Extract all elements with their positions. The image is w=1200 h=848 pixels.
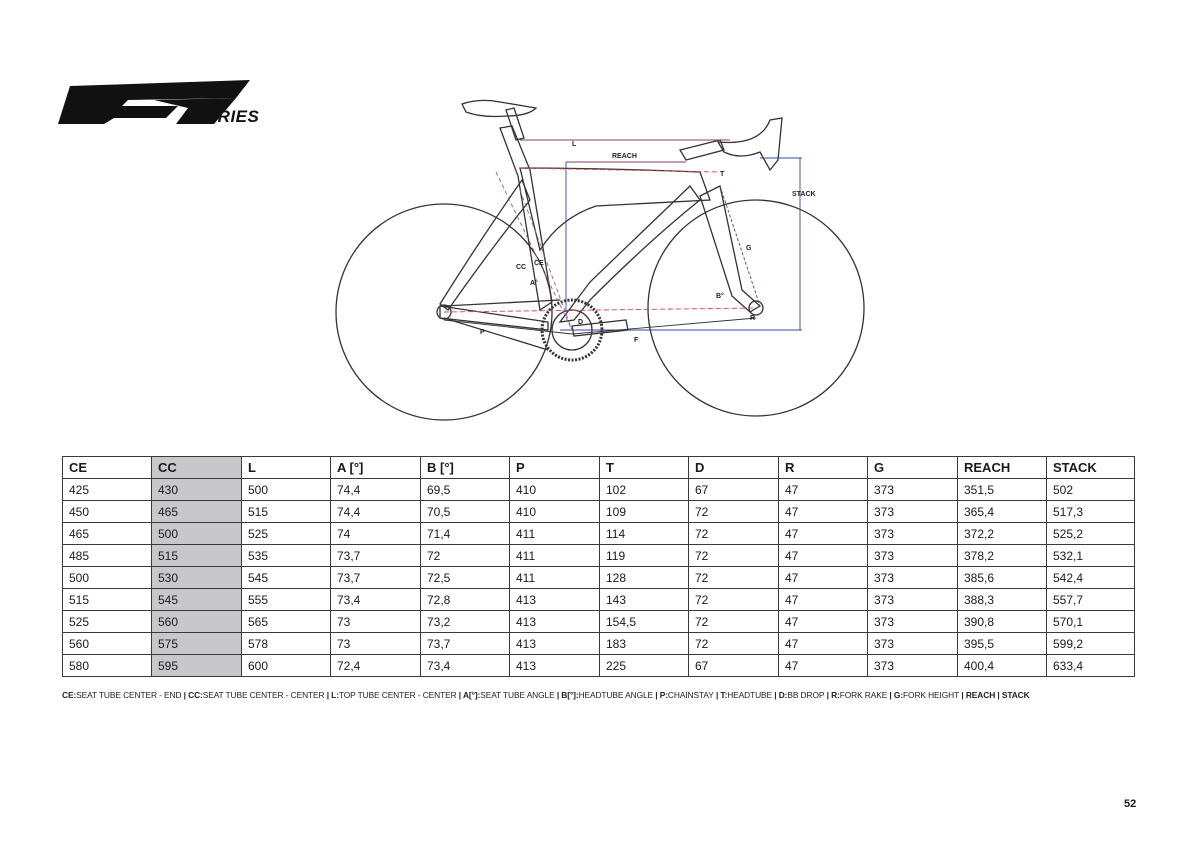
table-cell: 67 bbox=[689, 655, 779, 677]
table-cell: 154,5 bbox=[600, 611, 689, 633]
legend-desc: FORK HEIGHT bbox=[903, 690, 960, 700]
table-cell: 575 bbox=[152, 633, 242, 655]
label-g: G bbox=[746, 245, 752, 252]
table-cell: 485 bbox=[63, 545, 152, 567]
column-header: A [°] bbox=[331, 457, 421, 479]
table-cell: 373 bbox=[868, 523, 958, 545]
table-cell: 74,4 bbox=[331, 479, 421, 501]
table-cell: 530 bbox=[152, 567, 242, 589]
table-row bbox=[63, 633, 1135, 655]
seat-tube bbox=[500, 126, 552, 310]
table-cell: 580 bbox=[63, 655, 152, 677]
table-cell: 560 bbox=[63, 633, 152, 655]
table-row bbox=[63, 611, 1135, 633]
table-cell: 599,2 bbox=[1047, 633, 1135, 655]
table-cell: 500 bbox=[152, 523, 242, 545]
table-cell: 47 bbox=[779, 655, 868, 677]
table-cell: 73,7 bbox=[331, 545, 421, 567]
table-header-row bbox=[63, 457, 1135, 479]
table-cell: 72 bbox=[689, 545, 779, 567]
geometry-table bbox=[62, 456, 1135, 677]
column-header: L bbox=[242, 457, 331, 479]
seatpost bbox=[506, 108, 524, 140]
table-cell: 351,5 bbox=[958, 479, 1047, 501]
table-cell: 128 bbox=[600, 567, 689, 589]
legend-key: D: bbox=[778, 690, 788, 700]
table-cell: 555 bbox=[242, 589, 331, 611]
legend-desc: FORK RAKE bbox=[839, 690, 888, 700]
page-number: 52 bbox=[1124, 798, 1137, 810]
table-row bbox=[63, 545, 1135, 567]
table-cell: 102 bbox=[600, 479, 689, 501]
table-cell: 595 bbox=[152, 655, 242, 677]
label-r: R bbox=[750, 315, 756, 322]
table-cell: 373 bbox=[868, 589, 958, 611]
svg-text:SERIES: SERIES bbox=[194, 107, 260, 126]
table-cell: 372,2 bbox=[958, 523, 1047, 545]
table-cell: 413 bbox=[510, 655, 600, 677]
column-header: G bbox=[868, 457, 958, 479]
table-cell: 517,3 bbox=[1047, 501, 1135, 523]
column-header: B [°] bbox=[421, 457, 510, 479]
legend-desc: BB DROP bbox=[787, 690, 825, 700]
table-cell: 109 bbox=[600, 501, 689, 523]
table-cell: 72,4 bbox=[331, 655, 421, 677]
table-cell: 545 bbox=[152, 589, 242, 611]
legend-key: B[°]: bbox=[561, 690, 579, 700]
table-cell: 47 bbox=[779, 589, 868, 611]
table-cell: 73,7 bbox=[331, 567, 421, 589]
table-cell: 542,4 bbox=[1047, 567, 1135, 589]
table-cell: 119 bbox=[600, 545, 689, 567]
table-cell: 72,5 bbox=[421, 567, 510, 589]
legend-key: R: bbox=[831, 690, 840, 700]
table-cell: 47 bbox=[779, 567, 868, 589]
table-cell: 373 bbox=[868, 479, 958, 501]
legend-desc: SEAT TUBE CENTER - CENTER bbox=[202, 690, 325, 700]
table-cell: 413 bbox=[510, 611, 600, 633]
table-cell: 225 bbox=[600, 655, 689, 677]
legend-desc: TOP TUBE CENTER - CENTER bbox=[338, 690, 457, 700]
table-cell: 465 bbox=[63, 523, 152, 545]
f-series-logo bbox=[58, 78, 308, 126]
chain-stay bbox=[440, 306, 548, 330]
table-cell: 47 bbox=[779, 523, 868, 545]
table-cell: 47 bbox=[779, 479, 868, 501]
legend-key: CE: bbox=[62, 690, 77, 700]
table-cell: 430 bbox=[152, 479, 242, 501]
legend-key: REACH bbox=[965, 690, 996, 700]
column-header: D bbox=[689, 457, 779, 479]
table-cell: 502 bbox=[1047, 479, 1135, 501]
table-row bbox=[63, 567, 1135, 589]
legend-desc: HEADTUBE bbox=[727, 690, 773, 700]
legend-key: G: bbox=[893, 690, 904, 700]
table-cell: 72 bbox=[689, 501, 779, 523]
column-header: R bbox=[779, 457, 868, 479]
table-cell: 373 bbox=[868, 633, 958, 655]
legend-key: CC: bbox=[188, 690, 203, 700]
table-cell: 378,2 bbox=[958, 545, 1047, 567]
table-cell: 388,3 bbox=[958, 589, 1047, 611]
legend-separator: | bbox=[324, 690, 332, 700]
table-cell: 73,2 bbox=[421, 611, 510, 633]
table-cell: 545 bbox=[242, 567, 331, 589]
label-p: P bbox=[480, 329, 485, 336]
table-cell: 114 bbox=[600, 523, 689, 545]
table-cell: 633,4 bbox=[1047, 655, 1135, 677]
table-row bbox=[63, 501, 1135, 523]
table-cell: 411 bbox=[510, 567, 600, 589]
table-cell: 73,7 bbox=[421, 633, 510, 655]
table-cell: 72 bbox=[689, 567, 779, 589]
table-cell: 74,4 bbox=[331, 501, 421, 523]
legend-separator: | bbox=[824, 690, 832, 700]
legend-desc: CHAINSTAY bbox=[667, 690, 714, 700]
column-header: STACK bbox=[1047, 457, 1135, 479]
table-row bbox=[63, 523, 1135, 545]
table-cell: 373 bbox=[868, 545, 958, 567]
column-header: REACH bbox=[958, 457, 1047, 479]
table-cell: 411 bbox=[510, 523, 600, 545]
table-cell: 47 bbox=[779, 633, 868, 655]
legend-separator: | bbox=[995, 690, 1002, 700]
table-cell: 425 bbox=[63, 479, 152, 501]
legend-desc: SEAT TUBE ANGLE bbox=[480, 690, 555, 700]
table-cell: 373 bbox=[868, 655, 958, 677]
table-cell: 515 bbox=[242, 501, 331, 523]
table-cell: 410 bbox=[510, 501, 600, 523]
table-cell: 365,4 bbox=[958, 501, 1047, 523]
table-cell: 525,2 bbox=[1047, 523, 1135, 545]
abbreviation-legend bbox=[62, 690, 1142, 700]
label-b: B° bbox=[716, 293, 724, 300]
table-cell: 515 bbox=[63, 589, 152, 611]
stem bbox=[680, 140, 724, 160]
table-cell: 71,4 bbox=[421, 523, 510, 545]
legend-separator: | bbox=[456, 690, 463, 700]
table-cell: 400,4 bbox=[958, 655, 1047, 677]
label-stack: STACK bbox=[792, 191, 816, 198]
legend-separator: | bbox=[554, 690, 562, 700]
table-cell: 373 bbox=[868, 611, 958, 633]
legend-separator: | bbox=[772, 690, 779, 700]
table-cell: 500 bbox=[242, 479, 331, 501]
table-cell: 465 bbox=[152, 501, 242, 523]
seat-stay bbox=[440, 180, 530, 310]
column-header: T bbox=[600, 457, 689, 479]
legend-key: L: bbox=[331, 690, 339, 700]
legend-key: STACK bbox=[1001, 690, 1030, 700]
table-cell: 385,6 bbox=[958, 567, 1047, 589]
legend-key: A[°]: bbox=[462, 690, 481, 700]
table-cell: 410 bbox=[510, 479, 600, 501]
table-row bbox=[63, 589, 1135, 611]
table-cell: 515 bbox=[152, 545, 242, 567]
legend-separator: | bbox=[887, 690, 894, 700]
table-cell: 525 bbox=[63, 611, 152, 633]
table-cell: 73,4 bbox=[331, 589, 421, 611]
legend-separator: | bbox=[653, 690, 660, 700]
table-cell: 450 bbox=[63, 501, 152, 523]
legend-key: T: bbox=[720, 690, 728, 700]
table-cell: 578 bbox=[242, 633, 331, 655]
table-cell: 72 bbox=[689, 633, 779, 655]
legend-desc: HEADTUBE ANGLE bbox=[578, 690, 654, 700]
table-cell: 535 bbox=[242, 545, 331, 567]
table-cell: 47 bbox=[779, 611, 868, 633]
table-cell: 73 bbox=[331, 611, 421, 633]
top-tube bbox=[520, 168, 710, 250]
label-ce: CE bbox=[534, 260, 544, 267]
down-tube bbox=[560, 186, 700, 322]
bike-geometry-diagram bbox=[330, 92, 870, 422]
legend-separator: | bbox=[713, 690, 721, 700]
table-cell: 69,5 bbox=[421, 479, 510, 501]
table-cell: 411 bbox=[510, 545, 600, 567]
table-cell: 600 bbox=[242, 655, 331, 677]
label-d: D bbox=[578, 319, 584, 326]
table-cell: 390,8 bbox=[958, 611, 1047, 633]
table-cell: 565 bbox=[242, 611, 331, 633]
table-cell: 143 bbox=[600, 589, 689, 611]
table-cell: 570,1 bbox=[1047, 611, 1135, 633]
table-cell: 557,7 bbox=[1047, 589, 1135, 611]
label-cc: CC bbox=[516, 264, 527, 271]
column-header: CC bbox=[152, 457, 242, 479]
table-cell: 72 bbox=[689, 611, 779, 633]
table-cell: 413 bbox=[510, 633, 600, 655]
legend-key: P: bbox=[659, 690, 668, 700]
table-cell: 395,5 bbox=[958, 633, 1047, 655]
label-l: L bbox=[572, 141, 577, 148]
table-cell: 47 bbox=[779, 501, 868, 523]
table-cell: 413 bbox=[510, 589, 600, 611]
label-reach: REACH bbox=[612, 153, 637, 160]
table-cell: 183 bbox=[600, 633, 689, 655]
table-cell: 373 bbox=[868, 567, 958, 589]
label-t: T bbox=[720, 171, 725, 178]
saddle bbox=[462, 100, 536, 116]
table-cell: 70,5 bbox=[421, 501, 510, 523]
table-cell: 500 bbox=[63, 567, 152, 589]
table-cell: 72 bbox=[689, 589, 779, 611]
handlebar bbox=[718, 118, 782, 170]
label-a: A° bbox=[530, 280, 538, 287]
table-cell: 373 bbox=[868, 501, 958, 523]
table-cell: 67 bbox=[689, 479, 779, 501]
table-cell: 72,8 bbox=[421, 589, 510, 611]
legend-desc: SEAT TUBE CENTER - END bbox=[76, 690, 182, 700]
table-cell: 560 bbox=[152, 611, 242, 633]
table-cell: 73,4 bbox=[421, 655, 510, 677]
table-row bbox=[63, 655, 1135, 677]
label-f: F bbox=[634, 337, 639, 344]
table-cell: 532,1 bbox=[1047, 545, 1135, 567]
column-header: CE bbox=[63, 457, 152, 479]
legend-separator: | bbox=[181, 690, 189, 700]
table-cell: 72 bbox=[421, 545, 510, 567]
table-cell: 73 bbox=[331, 633, 421, 655]
column-header: P bbox=[510, 457, 600, 479]
table-cell: 47 bbox=[779, 545, 868, 567]
table-row bbox=[63, 479, 1135, 501]
table-cell: 74 bbox=[331, 523, 421, 545]
legend-separator: | bbox=[959, 690, 966, 700]
table-cell: 525 bbox=[242, 523, 331, 545]
table-cell: 72 bbox=[689, 523, 779, 545]
